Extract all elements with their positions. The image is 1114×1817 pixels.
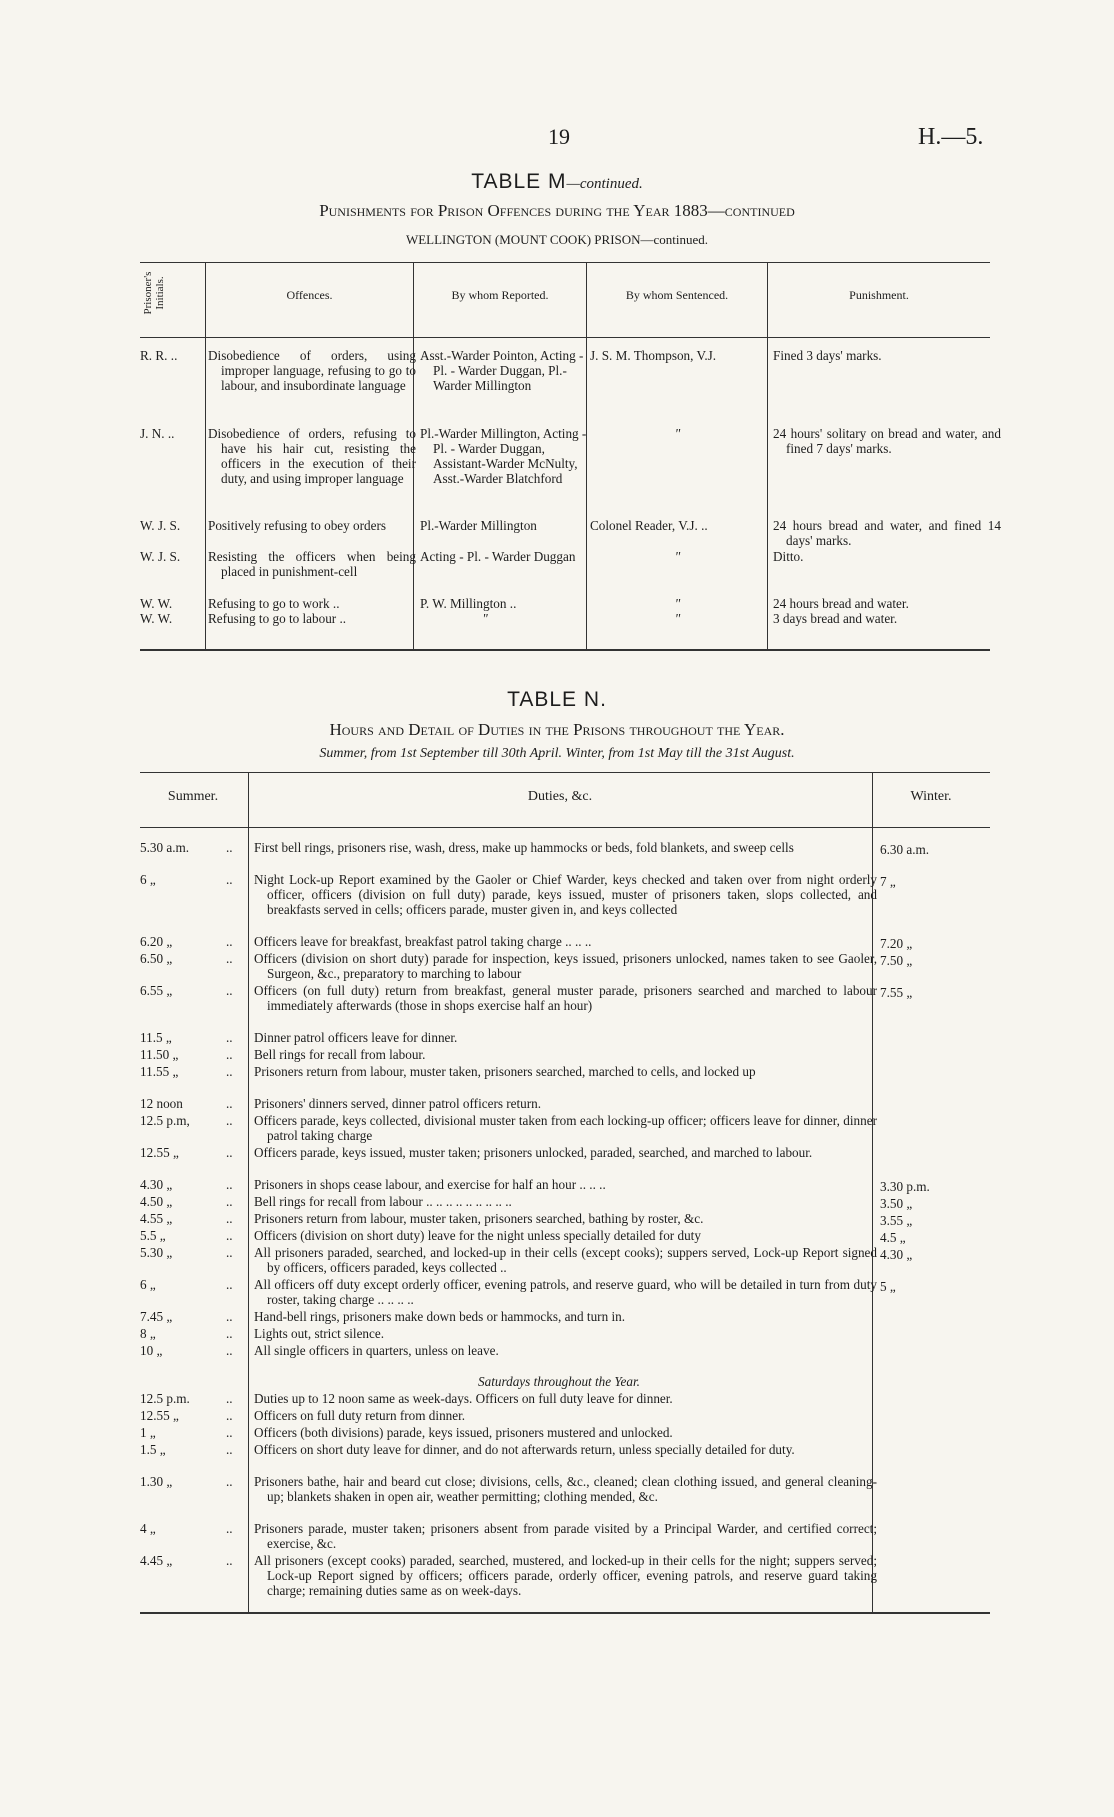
n-row-duty: Officers (on full duty) return from breakfast, general muster parade, prisoners searched and marched to labour immediately afterwards (those in shops exercise half an hour) xyxy=(254,983,877,1013)
n-row-duty: Lights out, strict silence. xyxy=(254,1326,385,1341)
n-row-summer-time: 12.5 p.m, xyxy=(140,1113,190,1128)
m-row-sentenced: " xyxy=(674,549,681,564)
col-header-duties: Duties, &c. xyxy=(527,789,593,804)
m-row-initials: W. J. S. xyxy=(140,549,181,564)
n-row-leader: .. xyxy=(226,1343,233,1358)
n-row-summer-time: 6 „ xyxy=(140,1277,156,1292)
n-row-summer-time: 11.50 „ xyxy=(140,1047,179,1062)
table-m-divider xyxy=(767,262,768,649)
sat-row-duty: Prisoners parade, muster taken; prisoners absent from parade visited by a Principal Warder, and certified correct; exercise, &c. xyxy=(254,1521,877,1551)
m-row-punishment: Fined 3 days' marks. xyxy=(773,348,882,363)
n-row-leader: .. xyxy=(226,1277,233,1292)
n-row-leader: .. xyxy=(226,1326,233,1341)
n-row-duty: Prisoners' dinners served, dinner patrol officers return. xyxy=(254,1096,542,1111)
sat-row-leader: .. xyxy=(226,1442,233,1457)
sat-row-duty: Duties up to 12 noon same as week-days. Officers on full duty leave for dinner. xyxy=(254,1391,673,1406)
n-row-duty: All single officers in quarters, unless on leave. xyxy=(254,1343,499,1358)
n-row-leader: .. xyxy=(226,872,233,887)
table-n-top-rule xyxy=(140,772,990,773)
n-row-leader: .. xyxy=(226,1211,233,1226)
n-row-summer-time: 12.55 „ xyxy=(140,1145,179,1160)
m-row-reported: Acting - Pl. - Warder Duggan xyxy=(420,549,576,564)
m-row-sentenced: " xyxy=(674,611,681,626)
m-row-punishment: 24 hours bread and water. xyxy=(773,596,909,611)
n-row-duty: Officers (division on short duty) leave for the night unless specially detailed for duty xyxy=(254,1228,701,1243)
n-row-leader: .. xyxy=(226,1064,233,1079)
sat-row-duty: Officers (both divisions) parade, keys issued, prisoners mustered and unlocked. xyxy=(254,1425,673,1440)
table-n-divider xyxy=(248,772,249,1612)
n-row-leader: .. xyxy=(226,1030,233,1045)
sat-row-time: 12.55 „ xyxy=(140,1408,179,1423)
sat-row-leader: .. xyxy=(226,1521,233,1536)
sat-row-duty: Officers on full duty return from dinner. xyxy=(254,1408,466,1423)
n-row-summer-time: 12 noon xyxy=(140,1096,183,1111)
table-m-prison: WELLINGTON (MOUNT COOK) PRISON—continued. xyxy=(405,232,709,247)
m-row-sentenced: " xyxy=(674,596,681,611)
n-row-leader: .. xyxy=(226,1047,233,1062)
col-header-winter: Winter. xyxy=(910,789,952,804)
m-row-punishment: Ditto. xyxy=(773,549,804,564)
sat-row-duty: All prisoners (except cooks) paraded, searched, mustered, and locked-up in their cells for the night; suppers served; Lock-up Report signed by officers; officers parade, orderly officer, evening patrols, and reserve guard taking charge; remaining duties same as on week-days. xyxy=(254,1553,877,1598)
n-row-winter-time: 7.20 „ xyxy=(880,936,913,951)
n-row-duty: Dinner patrol officers leave for dinner. xyxy=(254,1030,458,1045)
n-row-duty: Bell rings for recall from labour .. .. .. .. .. .. .. .. .. xyxy=(254,1194,512,1209)
n-row-duty: Prisoners return from labour, muster taken, prisoners searched, bathing by roster, &c. xyxy=(254,1211,704,1226)
table-m-title-suffix: —continued. xyxy=(566,176,643,192)
n-row-leader: .. xyxy=(226,934,233,949)
sat-row-duty: Prisoners bathe, hair and beard cut close; divisions, cells, &c., cleaned; clean clothing issued, and general cleaning-up; blankets shaken in open air, weather permitting; clothing mended, &c. xyxy=(254,1474,877,1504)
m-row-offence: Resisting the officers when being placed in punishment-cell xyxy=(208,549,416,579)
n-row-duty: Officers parade, keys collected, divisional muster taken from each locking-up officer; officers leave for dinner, dinner patrol taking charge xyxy=(254,1113,877,1143)
n-row-leader: .. xyxy=(226,1145,233,1160)
n-row-leader: .. xyxy=(226,1194,233,1209)
table-n-subtitle: Hours and Detail of Duties in the Prisons throughout the Year. xyxy=(329,720,785,739)
page-number: 19 xyxy=(548,124,570,149)
table-m-bottom-rule xyxy=(140,649,990,651)
table-m xyxy=(140,262,1001,652)
m-row-sentenced: J. S. M. Thompson, V.J. xyxy=(590,348,717,363)
m-row-sentenced: Colonel Reader, V.J. .. xyxy=(590,518,708,533)
n-row-leader: .. xyxy=(226,951,233,966)
n-row-duty: Night Lock-up Report examined by the Gaoler or Chief Warder, keys checked and taken over from night orderly officer, officers (division on full duty) parade, keys issued, muster of prisoners taken, slops collected, and breakfasts served in cells; officers parade, muster given in, and keys collected xyxy=(254,872,877,917)
m-row-initials: R. R. .. xyxy=(140,348,178,363)
m-row-initials: W. J. S. xyxy=(140,518,181,533)
m-row-reported: Pl.-Warder Millington xyxy=(420,518,537,533)
n-row-duty: Bell rings for recall from labour. xyxy=(254,1047,426,1062)
sat-row-time: 1 „ xyxy=(140,1425,156,1440)
n-row-summer-time: 6.20 „ xyxy=(140,934,173,949)
table-m-top-rule xyxy=(140,262,990,263)
m-row-sentenced: " xyxy=(674,426,681,441)
col-header-reported: By whom Reported. xyxy=(451,288,549,302)
n-row-summer-time: 4.50 „ xyxy=(140,1194,173,1209)
m-row-punishment: 3 days bread and water. xyxy=(773,611,898,626)
saturday-heading: Saturdays throughout the Year. xyxy=(478,1374,640,1389)
n-row-summer-time: 11.5 „ xyxy=(140,1030,172,1045)
n-row-winter-time: 3.55 „ xyxy=(880,1213,913,1228)
n-row-leader: .. xyxy=(226,1113,233,1128)
n-row-summer-time: 10 „ xyxy=(140,1343,163,1358)
table-n-bottom-rule xyxy=(140,1612,990,1614)
n-row-duty: All prisoners paraded, searched, and locked-up in their cells (except cooks); suppers served, Lock-up Report signed by officers, officers paraded, keys collected .. xyxy=(254,1245,877,1275)
n-row-leader: .. xyxy=(226,840,233,855)
sat-row-time: 1.5 „ xyxy=(140,1442,166,1457)
n-row-summer-time: 8 „ xyxy=(140,1326,156,1341)
n-row-winter-time: 7 „ xyxy=(880,874,896,889)
m-row-reported: Pl.-Warder Millington, Acting - Pl. - Warder Duggan, Assistant-Warder McNulty, Asst.-Warder Blatchford xyxy=(420,426,587,486)
n-row-summer-time: 5.5 „ xyxy=(140,1228,166,1243)
table-n-seasons: Summer, from 1st September till 30th April. Winter, from 1st May till the 31st August. xyxy=(319,746,795,761)
table-m-title xyxy=(0,170,1114,194)
table-m-title-text: TABLE M xyxy=(471,170,567,193)
n-row-winter-time: 7.50 „ xyxy=(880,953,913,968)
n-row-leader: .. xyxy=(226,983,233,998)
n-row-summer-time: 11.55 „ xyxy=(140,1064,179,1079)
sat-row-leader: .. xyxy=(226,1408,233,1423)
sat-row-time: 12.5 p.m. xyxy=(140,1391,190,1406)
col-header-punishment: Punishment. xyxy=(849,288,909,302)
table-n-title: TABLE N. xyxy=(507,688,607,711)
n-row-duty: Officers parade, keys issued, muster taken; prisoners unlocked, paraded, searched, and marched to labour. xyxy=(254,1145,813,1160)
m-row-punishment: 24 hours' solitary on bread and water, and fined 7 days' marks. xyxy=(773,426,1001,456)
n-row-summer-time: 5.30 a.m. xyxy=(140,840,190,855)
sat-row-time: 1.30 „ xyxy=(140,1474,173,1489)
table-m-divider xyxy=(205,262,206,649)
n-row-leader: .. xyxy=(226,1245,233,1260)
m-row-offence: Disobedience of orders, using improper language, refusing to go to labour, and insubordinate language xyxy=(208,348,416,393)
m-row-initials: W. W. xyxy=(140,596,173,611)
col-header-offences: Offences. xyxy=(286,288,333,302)
sat-row-leader: .. xyxy=(226,1391,233,1406)
sat-row-leader: .. xyxy=(226,1553,233,1568)
m-row-offence: Refusing to go to work .. xyxy=(208,596,340,611)
sat-row-time: 4 „ xyxy=(140,1521,156,1536)
n-row-summer-time: 6 „ xyxy=(140,872,156,887)
n-row-summer-time: 5.30 „ xyxy=(140,1245,173,1260)
table-n xyxy=(140,772,990,1614)
n-row-leader: .. xyxy=(226,1096,233,1111)
n-row-summer-time: 7.45 „ xyxy=(140,1309,173,1324)
n-row-winter-time: 3.50 „ xyxy=(880,1196,913,1211)
table-n-header-rule xyxy=(140,827,990,828)
n-row-summer-time: 6.50 „ xyxy=(140,951,173,966)
table-m-subtitle: Punishments for Prison Offences during the Year 1883—continued xyxy=(319,201,795,220)
n-row-duty: Officers leave for breakfast, breakfast patrol taking charge .. .. .. xyxy=(254,934,592,949)
n-row-winter-time: 4.5 „ xyxy=(880,1230,906,1245)
n-row-winter-time: 7.55 „ xyxy=(880,985,913,1000)
n-row-leader: .. xyxy=(226,1177,233,1192)
col-header-initials: Prisoner's Initials. xyxy=(142,271,166,315)
page-code: H.—5. xyxy=(918,124,984,150)
n-row-duty: Prisoners in shops cease labour, and exercise for half an hour .. .. .. xyxy=(254,1177,606,1192)
n-row-summer-time: 4.55 „ xyxy=(140,1211,173,1226)
n-row-leader: .. xyxy=(226,1309,233,1324)
n-row-summer-time: 6.55 „ xyxy=(140,983,173,998)
sat-row-leader: .. xyxy=(226,1425,233,1440)
sat-row-leader: .. xyxy=(226,1474,233,1489)
m-row-punishment: 24 hours bread and water, and fined 14 days' marks. xyxy=(773,518,1001,548)
table-m-header-rule xyxy=(140,337,990,338)
m-row-offence: Disobedience of orders, refusing to have his hair cut, resisting the officers in the execution of their duty, and using improper language xyxy=(208,426,416,486)
m-row-reported: " xyxy=(482,611,488,626)
m-row-reported: Asst.-Warder Pointon, Acting - Pl. - Warder Duggan, Pl.-Warder Millington xyxy=(420,348,584,393)
n-row-winter-time: 3.30 p.m. xyxy=(880,1179,930,1194)
m-row-initials: W. W. xyxy=(140,611,173,626)
m-row-initials: J. N. .. xyxy=(140,426,175,441)
m-row-reported: P. W. Millington .. xyxy=(420,596,517,611)
n-row-duty: First bell rings, prisoners rise, wash, dress, make up hammocks or beds, fold blankets, and sweep cells xyxy=(254,840,794,855)
m-row-offence: Positively refusing to obey orders xyxy=(208,518,387,533)
m-row-offence: Refusing to go to labour .. xyxy=(208,611,347,626)
sat-row-duty: Officers on short duty leave for dinner, and do not afterwards return, unless specially detailed for duty. xyxy=(254,1442,795,1457)
col-header-summer: Summer. xyxy=(167,789,219,804)
n-row-duty: Officers (division on short duty) parade for inspection, keys issued, prisoners unlocked, names taken to see Gaoler, Surgeon, &c., preparatory to marching to labour xyxy=(254,951,877,981)
col-header-sentenced: By whom Sentenced. xyxy=(625,288,729,302)
sat-row-time: 4.45 „ xyxy=(140,1553,173,1568)
n-row-winter-time: 4.30 „ xyxy=(880,1247,913,1262)
n-row-winter-time: 6.30 a.m. xyxy=(880,842,930,857)
n-row-winter-time: 5 „ xyxy=(880,1279,896,1294)
n-row-duty: Hand-bell rings, prisoners make down beds or hammocks, and turn in. xyxy=(254,1309,626,1324)
n-row-duty: Prisoners return from labour, muster taken, prisoners searched, marched to cells, and locked up xyxy=(254,1064,756,1079)
n-row-leader: .. xyxy=(226,1228,233,1243)
n-row-summer-time: 4.30 „ xyxy=(140,1177,173,1192)
n-row-duty: All officers off duty except orderly officer, evening patrols, and reserve guard, who will be detailed in turn from duty roster, taking charge .. .. .. .. xyxy=(254,1277,877,1307)
